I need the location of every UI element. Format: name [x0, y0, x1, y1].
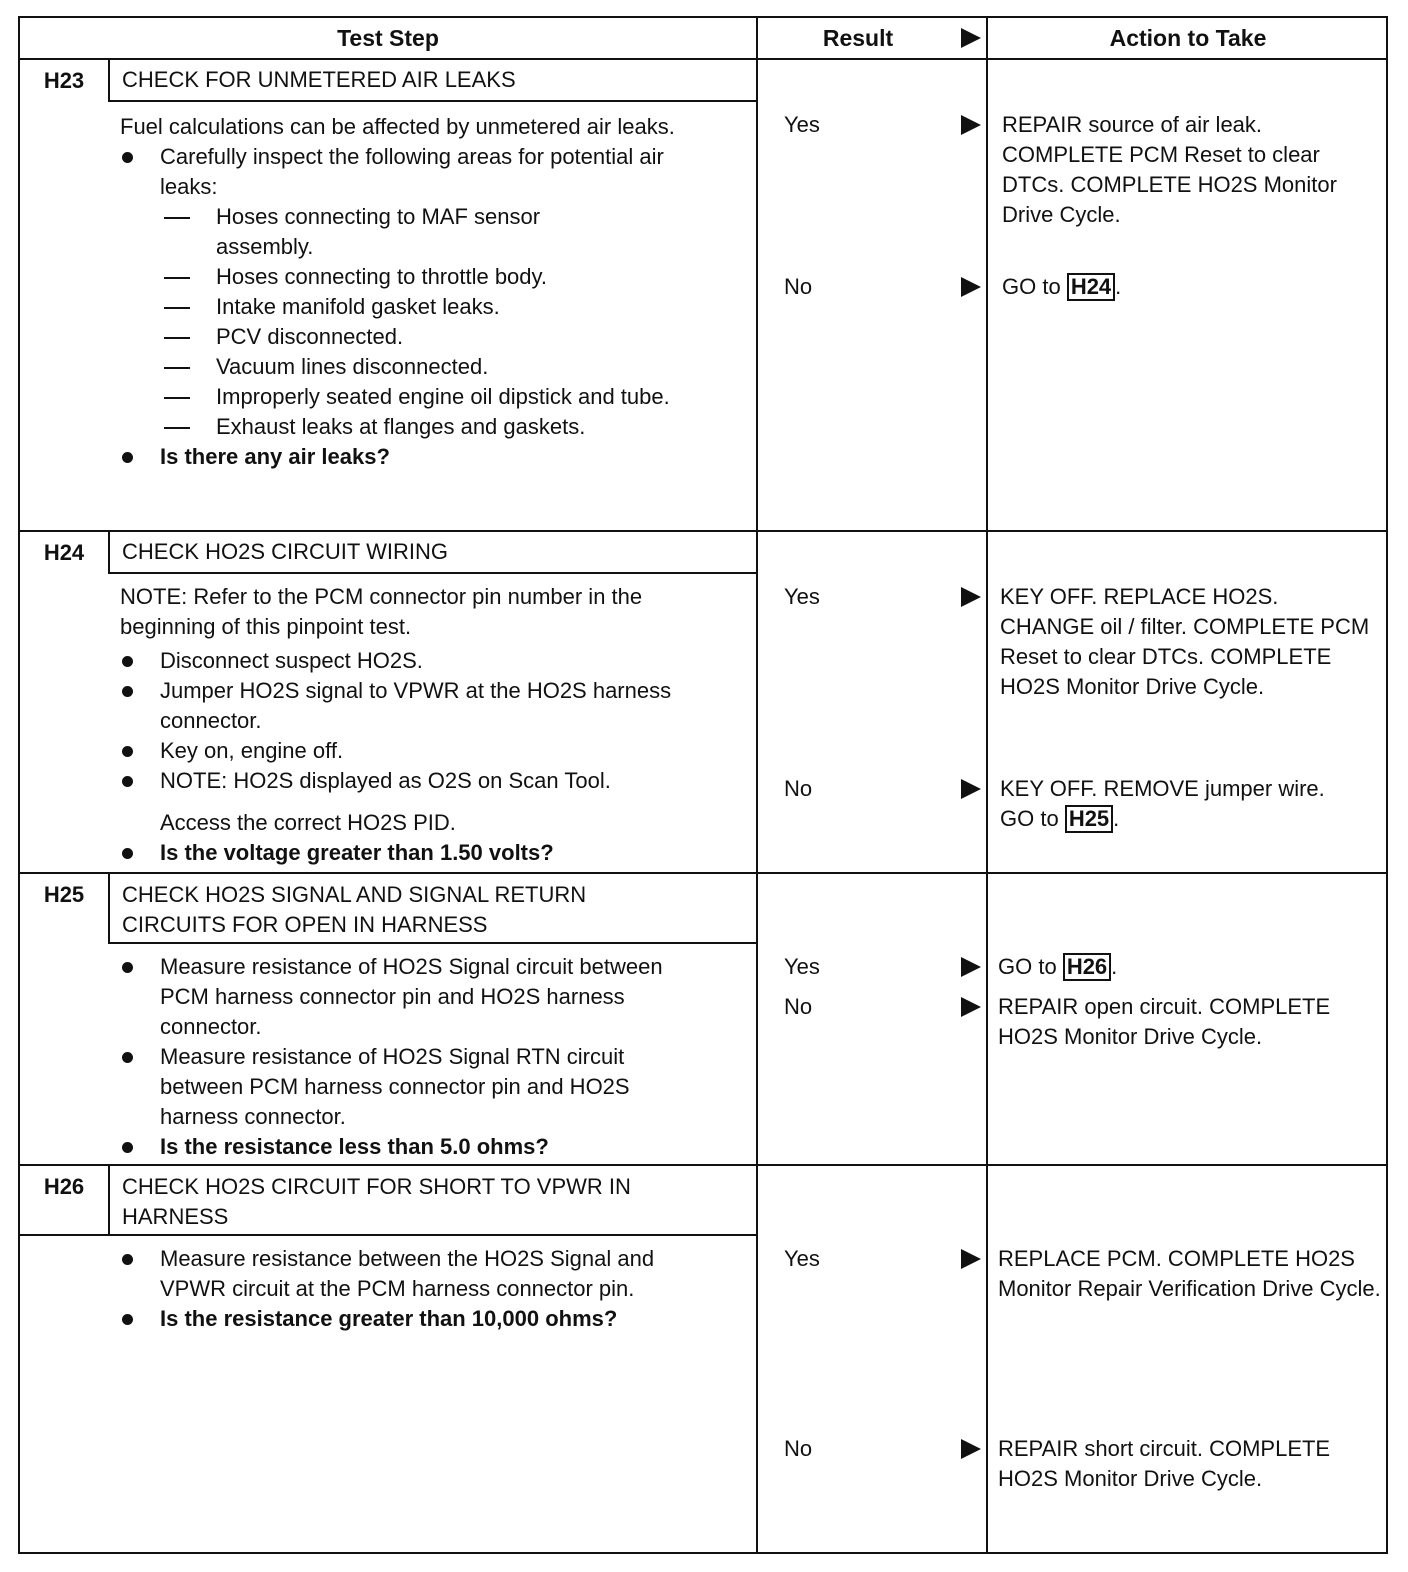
header-action: Action to Take	[1109, 25, 1267, 51]
action-no	[1000, 774, 1350, 834]
arrow-icon	[960, 586, 982, 608]
title-underline	[20, 1234, 756, 1236]
question-text: Is the resistance less than 5.0 ohms?	[120, 1132, 750, 1162]
action-no: REPAIR open circuit. COMPLETE HO2S Monitor Drive Cycle.	[998, 994, 1331, 1049]
step-id: H24	[43, 540, 85, 565]
title-underline	[108, 942, 756, 944]
action-no-suffix: .	[1115, 274, 1122, 299]
header-arrow-icon	[960, 27, 982, 49]
question-text: Is there any air leaks?	[120, 442, 750, 472]
result-yes-label: Yes	[784, 1246, 820, 1271]
arrow-icon	[960, 1438, 982, 1460]
action-yes: KEY OFF. REPLACE HO2S. CHANGE oil / filter. COMPLETE PCM Reset to clear DTCs. COMPLETE HO2S Monitor Drive Cycle.	[1000, 584, 1370, 699]
result-no-label: No	[784, 994, 813, 1019]
arrow-icon	[960, 956, 982, 978]
step-content	[120, 952, 750, 1162]
action-yes: REPAIR source of air leak. COMPLETE PCM Reset to clear DTCs. COMPLETE HO2S Monitor Drive Cycle.	[1002, 112, 1337, 227]
dash-item: PCV disconnected.	[120, 322, 750, 352]
step-h24	[20, 532, 1386, 872]
result-yes-label: Yes	[784, 112, 820, 137]
step-title: CHECK HO2S SIGNAL AND SIGNAL RETURN CIRCUITS FOR OPEN IN HARNESS	[108, 874, 668, 944]
action-no-text: KEY OFF. REMOVE jumper wire. GO to	[1000, 776, 1325, 831]
step-id: H23	[43, 68, 85, 93]
dash-item: Hoses connecting to MAF sensor assembly.	[120, 202, 620, 262]
step-reference-link[interactable]: H26	[1063, 953, 1111, 981]
action-yes-text: GO to	[998, 954, 1057, 979]
bullet-item: Measure resistance of HO2S Signal RTN circuit between PCM harness connector pin and HO2S harness connector.	[120, 1042, 700, 1132]
step-content	[120, 112, 750, 472]
note-text: NOTE: Refer to the PCM connector pin number in the beginning of this pinpoint test.	[120, 584, 643, 639]
result-no-label: No	[784, 1436, 813, 1461]
bullet-item: Measure resistance of HO2S Signal circuit between PCM harness connector pin and HO2S harness connector.	[120, 952, 700, 1042]
result-no-label: No	[784, 274, 813, 299]
step-id: H25	[43, 882, 85, 907]
step-title: CHECK HO2S CIRCUIT FOR SHORT TO VPWR IN HARNESS	[108, 1166, 728, 1236]
step-h23	[20, 60, 1386, 532]
dash-item: Improperly seated engine oil dipstick and tube.	[120, 382, 720, 412]
pinpoint-test-table	[18, 16, 1388, 1554]
intro-text: Fuel calculations can be affected by unmetered air leaks.	[120, 114, 675, 139]
question-text: Is the voltage greater than 1.50 volts?	[120, 838, 750, 868]
access-text: Access the correct HO2S PID.	[160, 810, 456, 835]
step-reference-link[interactable]: H24	[1067, 273, 1115, 301]
step-reference-link[interactable]: H25	[1065, 805, 1113, 833]
arrow-icon	[960, 1248, 982, 1270]
result-yes-label: Yes	[784, 954, 820, 979]
step-content	[120, 1244, 750, 1334]
action-no-suffix: .	[1113, 806, 1120, 831]
header-result: Result	[822, 25, 894, 51]
step-content	[120, 582, 750, 868]
dash-item: Hoses connecting to throttle body.	[120, 262, 750, 292]
bullet-item: Disconnect suspect HO2S.	[120, 646, 750, 676]
action-no-text: GO to	[1002, 274, 1061, 299]
arrow-icon	[960, 276, 982, 298]
dash-item: Vacuum lines disconnected.	[120, 352, 750, 382]
step-h25	[20, 874, 1386, 1164]
table-header	[20, 18, 1386, 60]
bullet-item: Jumper HO2S signal to VPWR at the HO2S harness connector.	[120, 676, 680, 736]
arrow-icon	[960, 778, 982, 800]
step-h26	[20, 1166, 1386, 1554]
step-id: H26	[43, 1174, 85, 1199]
action-yes: REPLACE PCM. COMPLETE HO2S Monitor Repair Verification Drive Cycle.	[998, 1246, 1381, 1301]
bullet-item: Carefully inspect the following areas for potential air leaks:	[120, 142, 680, 202]
dash-item: Exhaust leaks at flanges and gaskets.	[120, 412, 750, 442]
arrow-icon	[960, 114, 982, 136]
action-yes-suffix: .	[1111, 954, 1118, 979]
step-title: CHECK FOR UNMETERED AIR LEAKS	[108, 60, 756, 102]
header-test-step: Test Step	[337, 25, 439, 51]
bullet-item: NOTE: HO2S displayed as O2S on Scan Tool.	[120, 766, 750, 796]
result-no-label: No	[784, 776, 813, 801]
action-no: REPAIR short circuit. COMPLETE HO2S Monitor Drive Cycle.	[998, 1436, 1331, 1491]
result-yes-label: Yes	[784, 584, 820, 609]
arrow-icon	[960, 996, 982, 1018]
question-text: Is the resistance greater than 10,000 ohms?	[120, 1304, 660, 1334]
bullet-item: Key on, engine off.	[120, 736, 750, 766]
action-yes	[998, 952, 1370, 982]
action-no	[1002, 272, 1374, 302]
bullet-item: Measure resistance between the HO2S Signal and VPWR circuit at the PCM harness connector pin.	[120, 1244, 720, 1304]
dash-item: Intake manifold gasket leaks.	[120, 292, 750, 322]
step-title: CHECK HO2S CIRCUIT WIRING	[108, 532, 756, 574]
